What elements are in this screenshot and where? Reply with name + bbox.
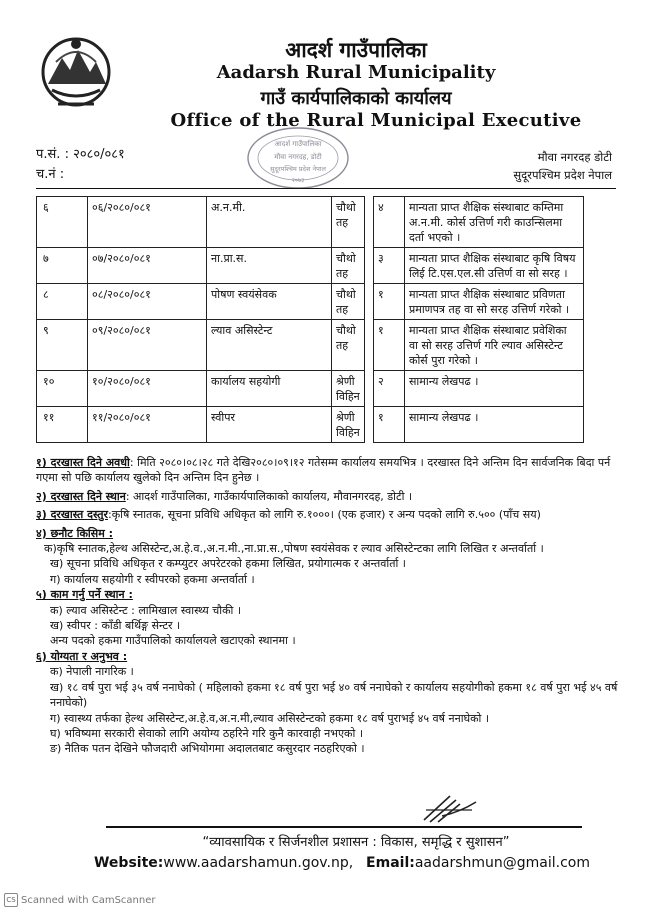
vacancy-count-cell: २ (374, 371, 405, 407)
list-item: क)कृषि स्नातक,हेल्थ असिस्टेन्ट,अ.हे.व.,अ.न.मी.,ना.प्रा.स.,पोषण स्वयंसेवक र ल्याव असिस्टेन्टका लागि लिखित र अन्तर्वार्ता । (44, 542, 544, 556)
serial-number-cell: ८ (37, 284, 88, 320)
qualification-cell: मान्यता प्राप्त शैक्षिक संस्थाबाट कम्तिमा अ.न.मी. कोर्स उत्तिर्ण गरी काउन्सिलमा दर्ता भएको । (405, 197, 584, 248)
section-heading: २) दरखास्त दिने स्थान (36, 489, 126, 503)
qualification-cell: मान्यता प्राप्त शैक्षिक संस्थाबाट प्रवेशिका वा सो सरह उत्तिर्ण गरि ल्याव असिस्टेन्ट कोर्स पुरा गरेको । (405, 320, 584, 371)
vacancy-count-cell: १ (374, 407, 405, 443)
advert-number-cell: ११/२०८०/०८१ (88, 407, 207, 443)
list-item: ग) कार्यालय सहयोगी र स्वीपरको हकमा अन्तर्वार्ता । (50, 572, 255, 586)
advert-number-cell: ०८/२०८०/०८१ (88, 284, 207, 320)
list-item: ग) स्वास्थ्य तर्फका हेल्थ असिस्टेन्ट,अ.हे.व,अ.न.मी,ल्याव असिस्टेन्टको हकमा १८ वर्ष पुराभई ४५ वर्ष ननाघेको । (50, 711, 490, 725)
advert-number-cell: १०/२०८०/०८१ (88, 371, 207, 407)
email-label: Email: (366, 855, 415, 871)
level-cell: चौथो तह (332, 320, 365, 371)
header-divider (36, 188, 616, 189)
website-link[interactable]: www.aadarshamun.gov.np, (163, 855, 354, 871)
vacancy-count-cell: १ (374, 320, 405, 371)
address-line-1: मौवा नगरदह डोटी (537, 150, 612, 164)
official-stamp (246, 126, 350, 190)
section-text: : मिति २०८०।०८।२८ गते देखि२०८०।०९।१२ गतेसम्म कार्यालय समयभित्र । दरखास्त दिने अन्तिम दिन सार्वजनिक बिदा पर्न गएमा सो पछि कार्यालय खुलेको दिन अन्तिम दिन हुनेछ । (36, 456, 611, 485)
website-label: Website: (93, 855, 164, 871)
spacer-cell (365, 284, 374, 320)
section-application-place (36, 489, 618, 504)
list-item: क) ल्याव असिस्टेन्ट : लामिखाल स्वास्थ्य चौकी । (50, 603, 242, 617)
vacancy-count-cell: ३ (374, 248, 405, 284)
list-item: ख) स्वीपर : काँडी बर्थिङ्ग सेन्टर । (50, 619, 181, 633)
table-row (37, 371, 584, 407)
section-text: :कृषि स्नातक, सूचना प्रविधि अधिकृत को लागि रु.१०००। (एक हजार) र अन्य पदको लागि रु.५०० (पाँच सय) (108, 508, 541, 522)
post-name-cell: ना.प्रा.स. (207, 248, 332, 284)
level-cell: श्रेणी विहिन (332, 371, 365, 407)
advert-number-cell: ०९/२०८०/०८१ (88, 320, 207, 371)
advert-number-cell: ०७/२०८०/०८१ (88, 248, 207, 284)
dispatch-number: च.नं : (36, 167, 65, 182)
municipality-title-en: Aadarsh Rural Municipality (216, 62, 496, 83)
email-link[interactable]: aadarshmun@gmail.com (414, 855, 591, 871)
footer-contact (0, 855, 652, 871)
table-row (37, 407, 584, 443)
section-heading: १) दरखास्त दिने अवधी (36, 456, 130, 469)
table-row (37, 248, 584, 284)
serial-number-cell: ७ (37, 248, 88, 284)
post-name-cell: पोषण स्वयंसेवक (207, 284, 332, 320)
section-heading: ४) छनौट किसिम : (36, 526, 114, 540)
address-line-2: सुदूरपश्चिम प्रदेश नेपाल (513, 168, 612, 182)
table-row (37, 197, 584, 248)
serial-number-cell: ६ (37, 197, 88, 248)
post-name-cell: कार्यालय सहयोगी (207, 371, 332, 407)
spacer-cell (365, 320, 374, 371)
post-name-cell: स्वीपर (207, 407, 332, 443)
section-application-period (36, 455, 618, 486)
footer-divider (106, 826, 582, 828)
list-item: क) नेपाली नागरिक । (50, 665, 134, 679)
serial-number-cell: ११ (37, 407, 88, 443)
watermark-text: Scanned with CamScanner (21, 894, 156, 906)
camscanner-logo-icon: CS (4, 893, 18, 907)
svg-text:२०७३: २०७३ (291, 177, 305, 184)
serial-number-cell: ९ (37, 320, 88, 371)
level-cell: चौथो तह (332, 248, 365, 284)
reference-number: प.सं. : २०८०/०८१ (36, 147, 125, 162)
qualification-cell: सामान्य लेखपढ । (405, 407, 584, 443)
qualification-cell: मान्यता प्राप्त शैक्षिक संस्थाबाट प्रविणता प्रमाणपत्र तह वा सो सरह उत्तिर्ण गरेको । (405, 284, 584, 320)
serial-number-cell: १० (37, 371, 88, 407)
list-item: ख) सूचना प्रविधि अधिकृत र कम्प्युटर अपरेटरको हकमा लिखित, प्रयोगात्मक र अन्तर्वार्ता । (50, 557, 406, 571)
list-item: ख) १८ वर्ष पुरा भई ३५ वर्ष ननाघेको ( महिलाको हकमा १८ वर्ष पुरा भई ४० वर्ष ननाघेको र कार्यालय सहयोगीको हकमा १८ वर्ष पुरा भई ४५ वर्ष ननाघेको) (50, 680, 618, 710)
section-heading: ५) काम गर्नु पर्ने स्थान : (36, 588, 133, 602)
table-row (37, 284, 584, 320)
section-application-fee (36, 507, 618, 522)
notice-body (36, 455, 618, 757)
vacancy-count-cell: १ (374, 284, 405, 320)
svg-text:आदर्श गाउँपालिका: आदर्श गाउँपालिका (274, 140, 322, 148)
section-heading: ३) दरखास्त दस्तुर (36, 508, 109, 522)
svg-text:मौवा नगरदह, डोटी: मौवा नगरदह, डोटी (274, 153, 322, 161)
list-item: अन्य पदको हकमा गाउँपालिको कार्यालयले खटाएको स्थानमा । (50, 634, 296, 648)
vacancy-count-cell: ४ (374, 197, 405, 248)
spacer-cell (365, 197, 374, 248)
office-title-np: गाउँ कार्यपालिकाको कार्यालय (260, 88, 452, 109)
spacer-cell (365, 407, 374, 443)
posts-table (36, 196, 584, 443)
spacer-cell (365, 248, 374, 284)
office-title-en: Office of the Rural Municipal Executive (170, 110, 582, 131)
post-name-cell: अ.न.मी. (207, 197, 332, 248)
spacer-cell (365, 371, 374, 407)
section-text: : आदर्श गाउँपालिका, गाउँकार्यपालिकाको कार्यालय, मौवानगरदह, डोटी । (125, 489, 413, 503)
municipality-title-np: आदर्श गाउँपालिका (285, 38, 427, 62)
table-row (37, 320, 584, 371)
list-item: ङ) नैतिक पतन देखिने फौजदारी अभियोगमा अदालतबाट कसुरदार नठहरिएको । (50, 742, 365, 756)
post-name-cell: ल्याव असिस्टेन्ट (207, 320, 332, 371)
qualification-cell: मान्यता प्राप्त शैक्षिक संस्थाबाट कृषि विषय लिई टि.एस.एल.सी उत्तिर्ण वा सो सरह । (405, 248, 584, 284)
level-cell: चौथो तह (332, 197, 365, 248)
list-item: घ) भविष्यमा सरकारी सेवाको लागि अयोग्य ठहरिने गरि कुनै कारवाही नभएको । (50, 726, 364, 740)
advert-number-cell: ०६/२०८०/०८१ (88, 197, 207, 248)
level-cell: श्रेणी विहिन (332, 407, 365, 443)
svg-text:सुदूरपश्चिम प्रदेश नेपाल: सुदूरपश्चिम प्रदेश नेपाल (270, 165, 326, 173)
level-cell: चौथो तह (332, 284, 365, 320)
signature (420, 792, 480, 826)
footer-motto: “व्यावसायिक र सिर्जनशील प्रशासन : विकास, समृद्धि र सुशासन” (202, 835, 510, 850)
section-heading: ६) योग्यता र अनुभव : (36, 649, 128, 663)
scanner-watermark (4, 893, 156, 907)
qualification-cell: सामान्य लेखपढ । (405, 371, 584, 407)
